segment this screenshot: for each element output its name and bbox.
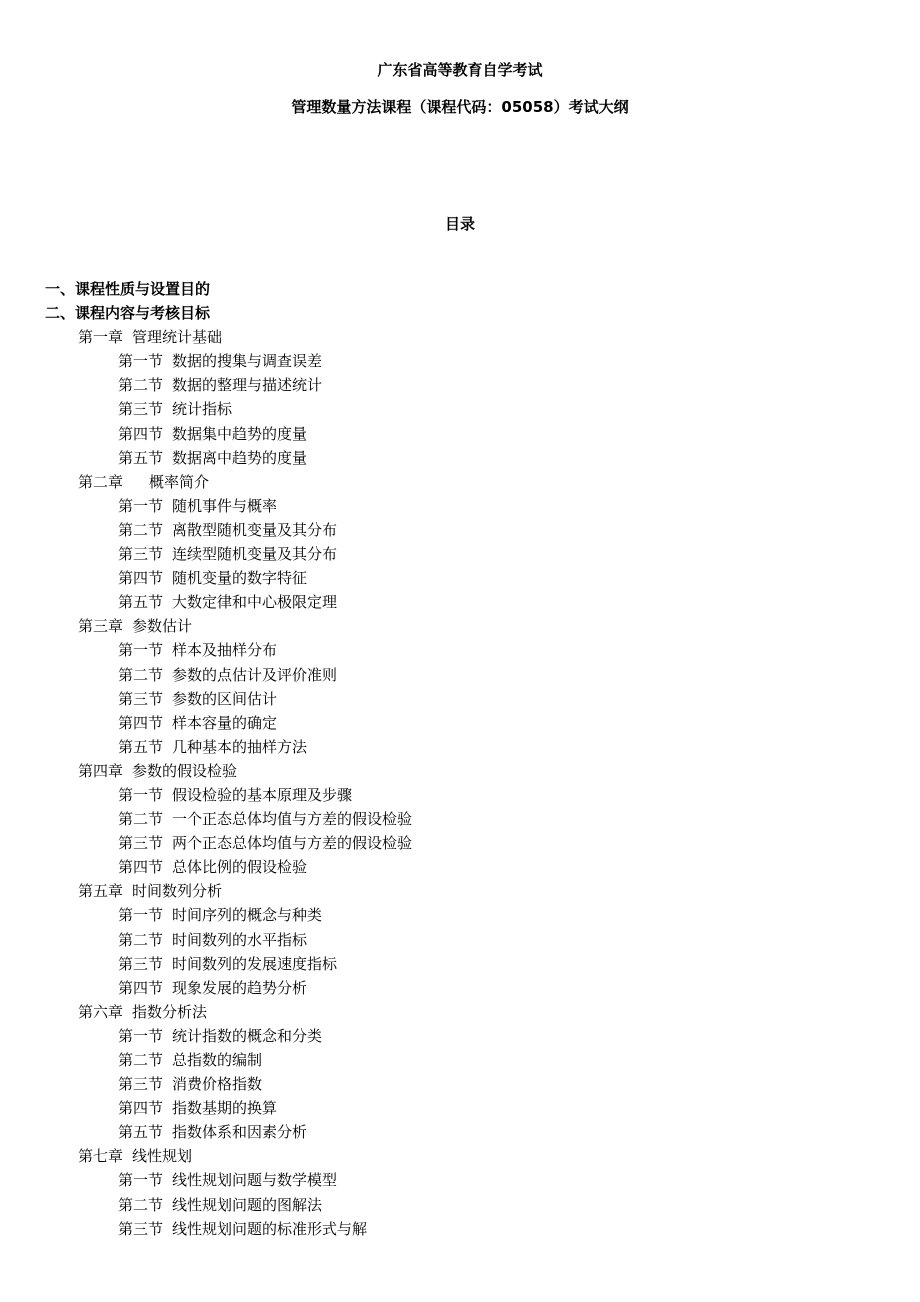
chapter-title: 参数估计 [132,617,193,636]
section-title: 总体比例的假设检验 [172,858,308,877]
section-number: 第二节 [118,810,164,829]
toc-section [0,590,920,614]
toc-chapter [0,879,920,903]
chapter-title: 管理统计基础 [132,328,223,347]
toc-chapter [0,614,920,638]
section-title: 数据集中趋势的度量 [172,424,308,443]
chapter-number: 第三章 [78,617,124,636]
section-number: 第二节 [118,520,164,539]
section-number: 第四节 [118,569,164,588]
section-number: 第一节 [118,641,164,660]
toc-section [0,976,920,1000]
section-title: 大数定律和中心极限定理 [172,593,338,612]
toc-section [0,783,920,807]
section-number: 第四节 [118,858,164,877]
section-title: 连续型随机变量及其分布 [172,545,338,564]
toc-section [0,663,920,687]
section-number: 第一节 [118,785,164,804]
chapter-title: 指数分析法 [132,1002,208,1021]
section-number: 第三节 [118,545,164,564]
toc-section [0,1217,920,1241]
toc-section [0,952,920,976]
toc-section [0,1168,920,1192]
chapter-title: 线性规划 [132,1147,193,1166]
section-number: 第二节 [118,665,164,684]
section-title: 几种基本的抽样方法 [172,737,308,756]
section-title: 总指数的编制 [172,1051,263,1069]
toc-chapter [0,1144,920,1168]
toc-part-1: 一、课程性质与设置目的 [45,280,211,298]
toc-section [0,518,920,542]
section-title: 随机变量的数字特征 [172,569,308,588]
section-number: 第三节 [118,400,164,419]
section-title: 统计指数的概念和分类 [172,1026,323,1045]
section-title: 时间数列的发展速度指标 [172,954,338,973]
toc-section [0,1048,920,1072]
section-number: 第一节 [118,352,164,371]
toc-section [0,1024,920,1048]
toc-section [0,1193,920,1217]
section-number: 第一节 [118,496,164,515]
toc-section [0,494,920,518]
section-number: 第五节 [118,1123,164,1142]
section-number: 第二节 [118,1051,164,1069]
toc-section [0,831,920,855]
section-number: 第四节 [118,713,164,732]
exam-authority-title: 广东省高等教育自学考试 [377,61,543,79]
section-title: 参数的区间估计 [172,689,278,708]
table-of-contents [0,277,920,1241]
toc-section [0,807,920,831]
section-title: 数据的整理与描述统计 [172,376,323,395]
section-title: 数据的搜集与调查误差 [172,352,323,371]
toc-section [0,446,920,470]
section-title: 一个正态总体均值与方差的假设检验 [172,810,413,829]
toc-section [0,566,920,590]
toc-chapter [0,470,920,494]
section-title: 指数基期的换算 [172,1099,278,1118]
chapter-title: 时间数列分析 [132,882,223,901]
section-number: 第五节 [118,593,164,612]
section-number: 第二节 [118,1195,164,1214]
toc-section [0,638,920,662]
section-title: 现象发展的趋势分析 [172,978,308,997]
section-number: 第三节 [118,834,164,853]
toc-chapter [0,1000,920,1024]
chapter-title: 参数的假设检验 [132,761,238,780]
toc-section [0,903,920,927]
section-number: 第三节 [118,689,164,708]
toc-chapter [0,325,920,349]
chapter-number: 第一章 [78,328,124,347]
toc-section [0,397,920,421]
section-title: 线性规划问题的图解法 [172,1195,323,1214]
chapter-number: 第七章 [78,1147,124,1166]
toc-section [0,1120,920,1144]
toc-section [0,349,920,373]
section-title: 消费价格指数 [172,1075,263,1094]
toc-section [0,1072,920,1096]
section-number: 第四节 [118,1099,164,1118]
section-title: 随机事件与概率 [172,496,278,515]
toc-section [0,687,920,711]
section-title: 离散型随机变量及其分布 [172,520,338,539]
section-title: 统计指标 [172,400,233,419]
section-title: 指数体系和因素分析 [172,1123,308,1142]
toc-heading: 目录 [444,215,475,233]
section-title: 参数的点估计及评价准则 [172,665,338,684]
toc-section [0,855,920,879]
toc-section [0,1096,920,1120]
toc-section [0,373,920,397]
toc-section [0,711,920,735]
section-number: 第三节 [118,954,164,973]
chapter-number: 第四章 [78,761,124,780]
chapter-number: 第五章 [78,882,124,901]
section-number: 第五节 [118,448,164,467]
toc-section [0,735,920,759]
section-title: 线性规划问题与数学模型 [172,1171,338,1190]
section-number: 第四节 [118,424,164,443]
toc-section [0,542,920,566]
section-number: 第三节 [118,1219,164,1238]
section-number: 第三节 [118,1075,164,1094]
section-title: 两个正态总体均值与方差的假设检验 [172,834,413,853]
section-title: 数据离中趋势的度量 [172,448,308,467]
toc-section [0,422,920,446]
toc-part-2: 二、课程内容与考核目标 [45,304,211,323]
section-title: 时间数列的水平指标 [172,930,308,949]
chapter-title: 概率简介 [149,472,210,491]
toc-chapter [0,759,920,783]
section-number: 第一节 [118,1171,164,1190]
section-number: 第五节 [118,737,164,756]
section-number: 第二节 [118,376,164,395]
chapter-number: 第六章 [78,1002,124,1021]
chapter-number: 第二章 [78,472,124,491]
section-number: 第四节 [118,978,164,997]
section-number: 第一节 [118,1026,164,1045]
section-title: 线性规划问题的标准形式与解 [172,1219,368,1238]
toc-section [0,928,920,952]
section-title: 样本及抽样分布 [172,641,278,660]
section-title: 假设检验的基本原理及步骤 [172,785,353,804]
section-number: 第二节 [118,930,164,949]
syllabus-title: 管理数量方法课程（课程代码：05058）考试大纲 [291,98,629,116]
section-title: 时间序列的概念与种类 [172,906,323,925]
section-number: 第一节 [118,906,164,925]
section-title: 样本容量的确定 [172,713,278,732]
